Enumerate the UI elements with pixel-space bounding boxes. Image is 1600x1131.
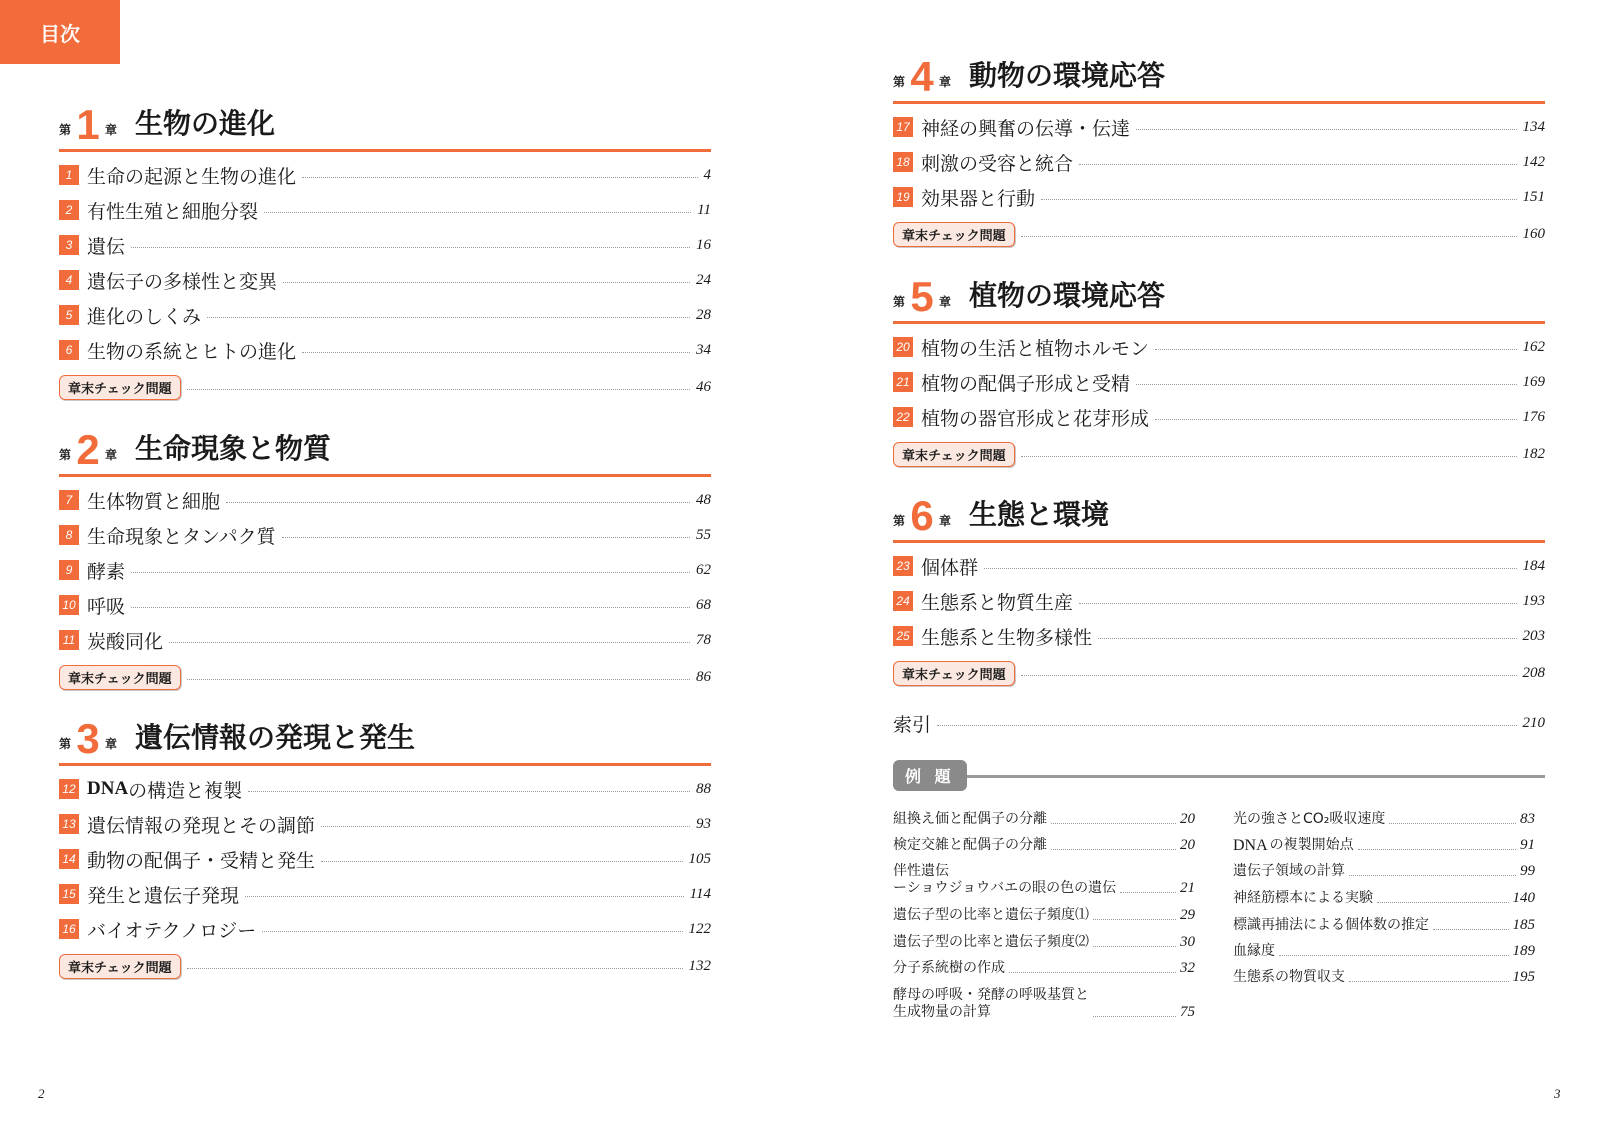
section-title: 動物の配偶子・受精と発生 [87, 849, 316, 872]
chapter-check-button[interactable]: 章末チェック問題 [59, 375, 181, 400]
section-number-badge: 7 [59, 490, 79, 510]
dot-leader [207, 317, 690, 318]
chapter-suffix: 章 [939, 514, 952, 528]
dot-leader [302, 177, 697, 178]
chapter-rule [893, 321, 1545, 324]
section-title: 植物の器官形成と花芽形成 [921, 407, 1150, 430]
chapter-check-item[interactable] [893, 221, 1545, 247]
dot-leader [169, 642, 690, 643]
dot-leader [1021, 456, 1517, 457]
section-number-badge: 21 [893, 372, 913, 392]
section-title: 呼吸 [87, 595, 126, 618]
page-number: 24 [696, 271, 711, 288]
section-title: 植物の生活と植物ホルモン [921, 337, 1150, 360]
chapter-1-heading[interactable] [59, 100, 711, 148]
page-number: 210 [1522, 714, 1545, 731]
dot-leader [1021, 236, 1517, 237]
chapter-prefix: 第 [59, 448, 72, 462]
section-title: 生態系と物質生産 [921, 591, 1074, 614]
chapter-rule [59, 474, 711, 477]
page-number: 46 [696, 378, 711, 395]
dot-leader [131, 607, 690, 608]
dot-leader [1093, 919, 1176, 920]
page-number: 193 [1522, 592, 1545, 609]
example-title: 遺伝子型の比率と遺伝子頻度⑴ [893, 907, 1089, 923]
page-number: 140 [1512, 890, 1535, 906]
page-number: 88 [696, 780, 711, 797]
page-number: 203 [1522, 627, 1545, 644]
dot-leader [1358, 849, 1516, 850]
section-title: 生体物質と細胞 [87, 490, 221, 513]
page-number: 21 [1180, 880, 1195, 896]
dot-leader [1041, 199, 1516, 200]
page-number: 16 [696, 236, 711, 253]
example-title: 生態系の物質収支 [1233, 969, 1345, 985]
section-number-badge: 25 [893, 626, 913, 646]
chapter-suffix: 章 [105, 123, 118, 137]
page-number: 55 [696, 526, 711, 543]
dot-leader [131, 572, 690, 573]
example-title: 標識再捕法による個体数の推定 [1233, 917, 1429, 933]
dot-leader [1136, 129, 1516, 130]
example-title [893, 863, 1116, 897]
chapter-rule [59, 763, 711, 766]
section-number-badge: 10 [59, 595, 79, 615]
chapter-suffix: 章 [939, 75, 952, 89]
toc-item[interactable] [59, 811, 711, 837]
page-number: 93 [696, 815, 711, 832]
page-number: 208 [1522, 664, 1545, 681]
dot-leader [262, 931, 682, 932]
toc-item[interactable] [59, 522, 711, 548]
section-number-badge: 19 [893, 187, 913, 207]
example-line-2: ーショウジョウバエの眼の色の遺伝 [893, 880, 1117, 896]
examples-rule [967, 775, 1545, 778]
chapter-6-heading[interactable] [893, 491, 1545, 539]
example-item[interactable] [893, 861, 1195, 897]
toc-item[interactable] [59, 627, 711, 653]
section-number-badge: 9 [59, 560, 79, 580]
toc-item[interactable] [59, 557, 711, 583]
section-title: 個体群 [921, 556, 979, 579]
example-title: 神経筋標本による実験 [1233, 890, 1373, 906]
page-number: 83 [1520, 811, 1535, 827]
section-number-badge: 20 [893, 337, 913, 357]
section-number-badge: 3 [59, 235, 79, 255]
toc-item[interactable] [59, 916, 711, 942]
dot-leader [302, 352, 690, 353]
section-number-badge: 15 [59, 884, 79, 904]
section-title: 酵素 [87, 560, 126, 583]
dot-leader [1093, 1016, 1176, 1017]
chapter-number: 4 [910, 53, 934, 100]
page-number: 184 [1522, 557, 1545, 574]
chapter-check-button[interactable]: 章末チェック問題 [59, 665, 181, 690]
chapter-prefix: 第 [59, 123, 72, 137]
page-number: 182 [1522, 445, 1545, 462]
chapter-number: 1 [76, 101, 100, 148]
dot-leader [187, 968, 683, 969]
chapter-title: 生命現象と物質 [135, 432, 332, 465]
toc-item[interactable] [59, 267, 711, 293]
chapter-number: 5 [910, 273, 934, 320]
dot-leader [984, 568, 1516, 569]
section-number-badge: 18 [893, 152, 913, 172]
page-number: 62 [696, 561, 711, 578]
section-number-badge: 6 [59, 340, 79, 360]
example-item[interactable] [1233, 915, 1535, 934]
dot-leader [1155, 349, 1516, 350]
page-number: 20 [1180, 811, 1195, 827]
example-item[interactable] [893, 958, 1195, 977]
example-title: 分子系統樹の作成 [893, 960, 1005, 976]
section-number-badge: 23 [893, 556, 913, 576]
page-number: 91 [1520, 837, 1535, 853]
chapter-title: 遺伝情報の発現と発生 [135, 721, 416, 754]
dot-leader [937, 725, 1516, 726]
chapter-rule [59, 149, 711, 152]
chapter-suffix: 章 [939, 295, 952, 309]
dot-leader [1349, 981, 1509, 982]
section-number-badge: 4 [59, 270, 79, 290]
section-title: 生物の系統とヒトの進化 [87, 340, 297, 363]
page-number: 134 [1522, 118, 1545, 135]
toc-item[interactable] [893, 334, 1545, 360]
section-title: 刺激の受容と統合 [921, 152, 1074, 175]
toc-item[interactable] [59, 776, 711, 802]
page-number: 105 [688, 850, 711, 867]
example-title: 遺伝子領域の計算 [1233, 863, 1345, 879]
page-number: 122 [688, 920, 711, 937]
section-title: 発生と遺伝子発現 [87, 884, 240, 907]
chapter-prefix: 第 [893, 295, 906, 309]
example-item[interactable] [893, 932, 1195, 951]
dot-leader [321, 826, 690, 827]
dot-leader [1098, 638, 1516, 639]
section-title: 遺伝 [87, 235, 126, 258]
chapter-rule [893, 101, 1545, 104]
dot-leader [264, 212, 691, 213]
example-title: の複製開始点 [1269, 837, 1354, 853]
dot-leader [1009, 972, 1176, 973]
dna-prefix: DNA [1233, 837, 1268, 854]
chapter-title: 生物の進化 [135, 107, 276, 140]
page-number: 4 [703, 166, 711, 183]
page-number-left: 2 [38, 1086, 45, 1101]
page-number: 176 [1522, 408, 1545, 425]
section-title: 神経の興奮の伝導・伝達 [921, 117, 1131, 140]
section-title: 遺伝子の多様性と変異 [87, 270, 278, 293]
section-title: 生命現象とタンパク質 [87, 525, 276, 548]
page-number: 30 [1180, 934, 1195, 950]
dot-leader [1079, 603, 1516, 604]
example-item[interactable] [1233, 835, 1535, 854]
dot-leader [1279, 955, 1509, 956]
index-item[interactable] [893, 710, 1545, 736]
example-item[interactable] [893, 809, 1195, 828]
toc-item[interactable] [893, 404, 1545, 430]
section-number-badge: 17 [893, 117, 913, 137]
examples-tag: 例 題 [893, 760, 967, 791]
page-number: 151 [1522, 188, 1545, 205]
example-title: 光の強さとCO₂吸収速度 [1233, 811, 1386, 827]
chapter-check-item[interactable] [59, 664, 711, 690]
chapter-check-item[interactable] [893, 660, 1545, 686]
dot-leader [282, 537, 690, 538]
example-line-2: 生成物量の計算 [893, 1004, 991, 1020]
example-item[interactable] [1233, 888, 1535, 907]
dot-leader [1079, 164, 1516, 165]
chapter-prefix: 第 [59, 737, 72, 751]
dot-leader [1051, 823, 1176, 824]
page-number: 160 [1522, 225, 1545, 242]
chapter-2-heading[interactable] [59, 425, 711, 473]
chapter-check-button[interactable]: 章末チェック問題 [59, 954, 181, 979]
chapter-check-button[interactable]: 章末チェック問題 [893, 442, 1015, 467]
section-number-badge: 2 [59, 200, 79, 220]
example-line-1: 伴性遺伝 [893, 863, 949, 879]
section-title: 遺伝情報の発現とその調節 [87, 814, 316, 837]
page-number: 28 [696, 306, 711, 323]
dot-leader [1093, 946, 1176, 947]
example-item[interactable] [1233, 861, 1535, 880]
chapter-check-button[interactable]: 章末チェック問題 [893, 661, 1015, 686]
page-number: 32 [1180, 960, 1195, 976]
chapter-number: 2 [76, 426, 100, 473]
chapter-check-item[interactable] [59, 374, 711, 400]
page-number: 75 [1180, 1004, 1195, 1020]
page-number-right: 3 [1554, 1086, 1561, 1101]
section-title: 有性生殖と細胞分裂 [87, 200, 259, 223]
toc-tab: 目次 [0, 0, 120, 64]
toc-item[interactable] [893, 184, 1545, 210]
dot-leader [248, 791, 690, 792]
left-column [59, 0, 711, 1131]
page-number: 29 [1180, 907, 1195, 923]
chapter-prefix: 第 [893, 75, 906, 89]
chapter-rule [893, 540, 1545, 543]
dot-leader [1433, 929, 1509, 930]
section-number-badge: 12 [59, 779, 79, 799]
section-title: の構造と複製 [128, 779, 243, 802]
example-title: 血縁度 [1233, 943, 1275, 959]
section-title: バイオテクノロジー [87, 919, 257, 942]
chapter-prefix: 第 [893, 514, 906, 528]
example-title: 遺伝子型の比率と遺伝子頻度⑵ [893, 934, 1089, 950]
section-number-badge: 11 [59, 630, 79, 650]
page-number: 189 [1512, 943, 1535, 959]
page-number: 114 [689, 885, 711, 902]
chapter-title: 植物の環境応答 [969, 279, 1166, 312]
example-item[interactable] [893, 835, 1195, 854]
dot-leader [187, 679, 690, 680]
dot-leader [131, 247, 690, 248]
toc-item[interactable] [59, 487, 711, 513]
index-label: 索引 [893, 713, 932, 736]
toc-item[interactable] [59, 337, 711, 363]
page-number: 34 [696, 341, 711, 358]
section-title: 効果器と行動 [921, 187, 1036, 210]
page-number: 162 [1522, 338, 1545, 355]
toc-item[interactable] [59, 197, 711, 223]
page-number: 132 [688, 957, 711, 974]
section-number-badge: 5 [59, 305, 79, 325]
chapter-check-button[interactable]: 章末チェック問題 [893, 222, 1015, 247]
chapter-5-heading[interactable] [893, 272, 1545, 320]
toc-item[interactable] [893, 553, 1545, 579]
section-title: 生態系と生物多様性 [921, 626, 1093, 649]
example-item[interactable] [1233, 809, 1535, 828]
dot-leader [1051, 849, 1176, 850]
example-title [893, 987, 1089, 1021]
page-number: 48 [696, 491, 711, 508]
chapter-number: 6 [910, 492, 934, 539]
example-title: 組換え価と配偶子の分離 [893, 811, 1047, 827]
page-number: 11 [697, 201, 711, 218]
example-item[interactable] [1233, 967, 1535, 986]
example-title: 検定交雑と配偶子の分離 [893, 837, 1047, 853]
toc-item[interactable] [893, 623, 1545, 649]
section-number-badge: 22 [893, 407, 913, 427]
chapter-3-heading[interactable] [59, 714, 711, 762]
chapter-check-item[interactable] [893, 441, 1545, 467]
toc-item[interactable] [893, 114, 1545, 140]
page-number: 169 [1522, 373, 1545, 390]
page-number: 86 [696, 668, 711, 685]
page-number: 142 [1522, 153, 1545, 170]
section-number-badge: 8 [59, 525, 79, 545]
chapter-check-item[interactable] [59, 953, 711, 979]
page-number: 68 [696, 596, 711, 613]
toc-item[interactable] [59, 302, 711, 328]
toc-item[interactable] [893, 149, 1545, 175]
page-number: 99 [1520, 863, 1535, 879]
example-item[interactable] [1233, 941, 1535, 960]
section-number-badge: 1 [59, 165, 79, 185]
section-title: 炭酸同化 [87, 630, 164, 653]
section-number-badge: 13 [59, 814, 79, 834]
toc-item[interactable] [59, 592, 711, 618]
chapter-suffix: 章 [105, 448, 118, 462]
toc-item[interactable] [59, 881, 711, 907]
dot-leader [1377, 902, 1509, 903]
dot-leader [1120, 892, 1176, 893]
section-title: 生命の起源と生物の進化 [87, 165, 297, 188]
toc-item[interactable] [59, 162, 711, 188]
dot-leader [226, 502, 690, 503]
section-number-badge: 16 [59, 919, 79, 939]
dot-leader [1389, 823, 1516, 824]
page-number: 195 [1512, 969, 1535, 985]
toc-item[interactable] [893, 369, 1545, 395]
section-title: 植物の配偶子形成と受精 [921, 372, 1131, 395]
section-number-badge: 14 [59, 849, 79, 869]
example-line-1: 酵母の呼吸・発酵の呼吸基質と [893, 987, 1089, 1003]
toc-item[interactable] [59, 232, 711, 258]
chapter-suffix: 章 [105, 737, 118, 751]
dna-prefix: DNA [87, 778, 129, 799]
section-title: 進化のしくみ [87, 305, 202, 328]
dot-leader [283, 282, 690, 283]
toc-item[interactable] [59, 846, 711, 872]
dot-leader [1349, 875, 1516, 876]
right-column [893, 0, 1545, 1131]
dot-leader [321, 861, 682, 862]
page-number: 185 [1512, 917, 1535, 933]
dot-leader [245, 896, 684, 897]
dot-leader [1136, 384, 1516, 385]
chapter-title: 生態と環境 [969, 498, 1110, 531]
chapter-title: 動物の環境応答 [969, 59, 1166, 92]
section-number-badge: 24 [893, 591, 913, 611]
page-number: 78 [696, 631, 711, 648]
chapter-4-heading[interactable] [893, 52, 1545, 100]
dot-leader [1021, 675, 1517, 676]
dot-leader [1155, 419, 1516, 420]
dot-leader [187, 389, 690, 390]
page-number: 20 [1180, 837, 1195, 853]
example-item[interactable] [893, 985, 1195, 1021]
example-item[interactable] [893, 905, 1195, 924]
chapter-number: 3 [76, 715, 100, 762]
toc-item[interactable] [893, 588, 1545, 614]
